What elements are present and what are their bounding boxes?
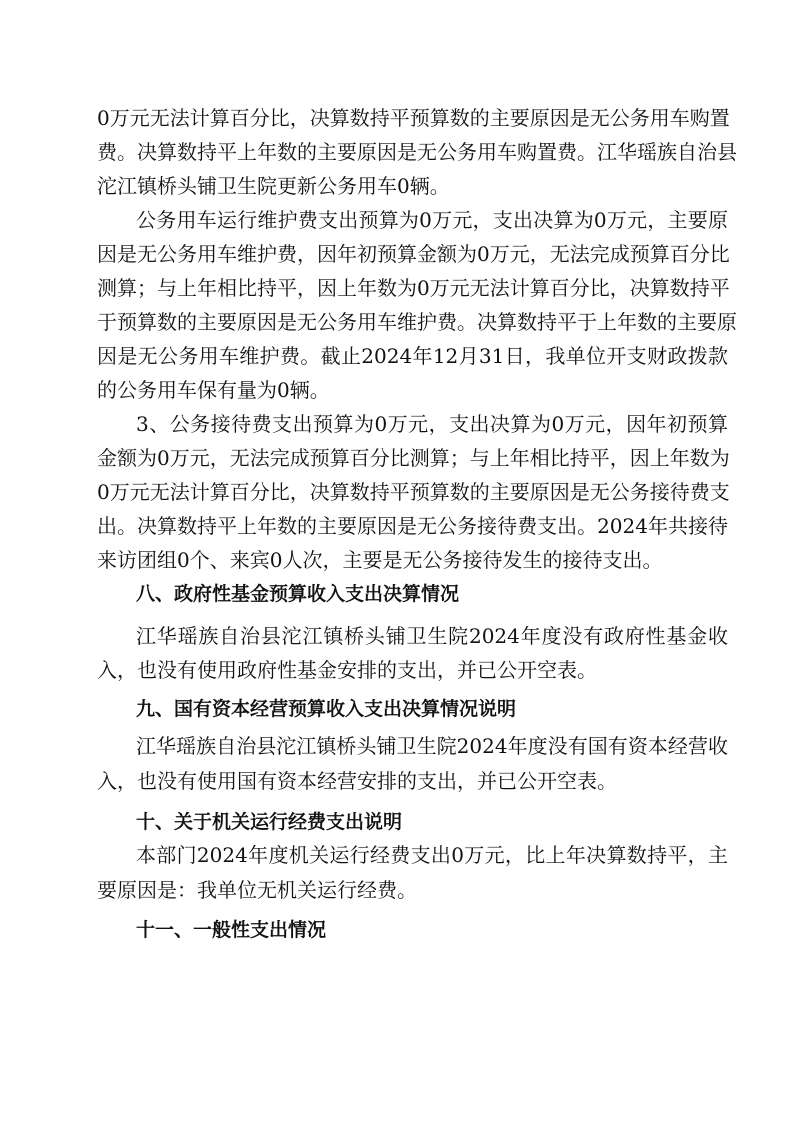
text-line: 测算；与上年相比持平，因上年数为0万元无法计算百分比，决算数持平 — [97, 276, 730, 300]
text-line: 费。决算数持平上年数的主要原因是无公务用车购置费。江华瑶族自治县 — [97, 140, 737, 164]
text-line: 公务用车运行维护费支出预算为0万元，支出决算为0万元，主要原 — [136, 208, 728, 232]
text-line: 入，也没有使用国有资本经营安排的支出，并已公开空表。 — [97, 769, 617, 793]
text-line: 要原因是：我单位无机关运行经费。 — [97, 878, 417, 902]
text-line: 0万元无法计算百分比，决算数持平预算数的主要原因是无公务接待费支 — [97, 480, 730, 504]
text-line: 0万元无法计算百分比，决算数持平预算数的主要原因是无公务用车购置 — [97, 106, 730, 130]
text-line: 于预算数的主要原因是无公务用车维护费。决算数持平于上年数的主要原 — [97, 310, 737, 334]
section-heading: 十、关于机关运行经费支出说明 — [136, 811, 403, 833]
section-heading: 九、国有资本经营预算收入支出决算情况说明 — [136, 698, 517, 720]
text-line: 金额为0万元，无法完成预算百分比测算；与上年相比持平，因上年数为 — [97, 446, 730, 470]
text-line: 来访团组0个、来宾0人次，主要是无公务接待发生的接待支出。 — [97, 548, 663, 572]
text-line: 因是无公务用车维护费。截止2024年12月31日，我单位开支财政拨款 — [97, 344, 728, 368]
text-line: 江华瑶族自治县沱江镇桥头铺卫生院2024年度没有国有资本经营收 — [136, 734, 728, 758]
section-heading: 八、政府性基金预算收入支出决算情况 — [136, 583, 460, 605]
text-line: 3、公务接待费支出预算为0万元，支出决算为0万元，因年初预算 — [136, 412, 728, 436]
text-line: 沱江镇桥头铺卫生院更新公务用车0辆。 — [97, 174, 450, 198]
text-line: 本部门2024年度机关运行经费支出0万元，比上年决算数持平，主 — [136, 843, 728, 867]
text-line: 的公务用车保有量为0辆。 — [97, 378, 330, 402]
text-line: 江华瑶族自治县沱江镇桥头铺卫生院2024年度没有政府性基金收 — [136, 624, 728, 648]
text-line: 出。决算数持平上年数的主要原因是无公务接待费支出。2024年共接待 — [97, 514, 728, 538]
section-heading: 十一、一般性支出情况 — [136, 919, 327, 941]
text-line: 入，也没有使用政府性基金安排的支出，并已公开空表。 — [97, 658, 597, 682]
text-line: 因是无公务用车维护费，因年初预算金额为0万元，无法完成预算百分比 — [97, 242, 730, 266]
